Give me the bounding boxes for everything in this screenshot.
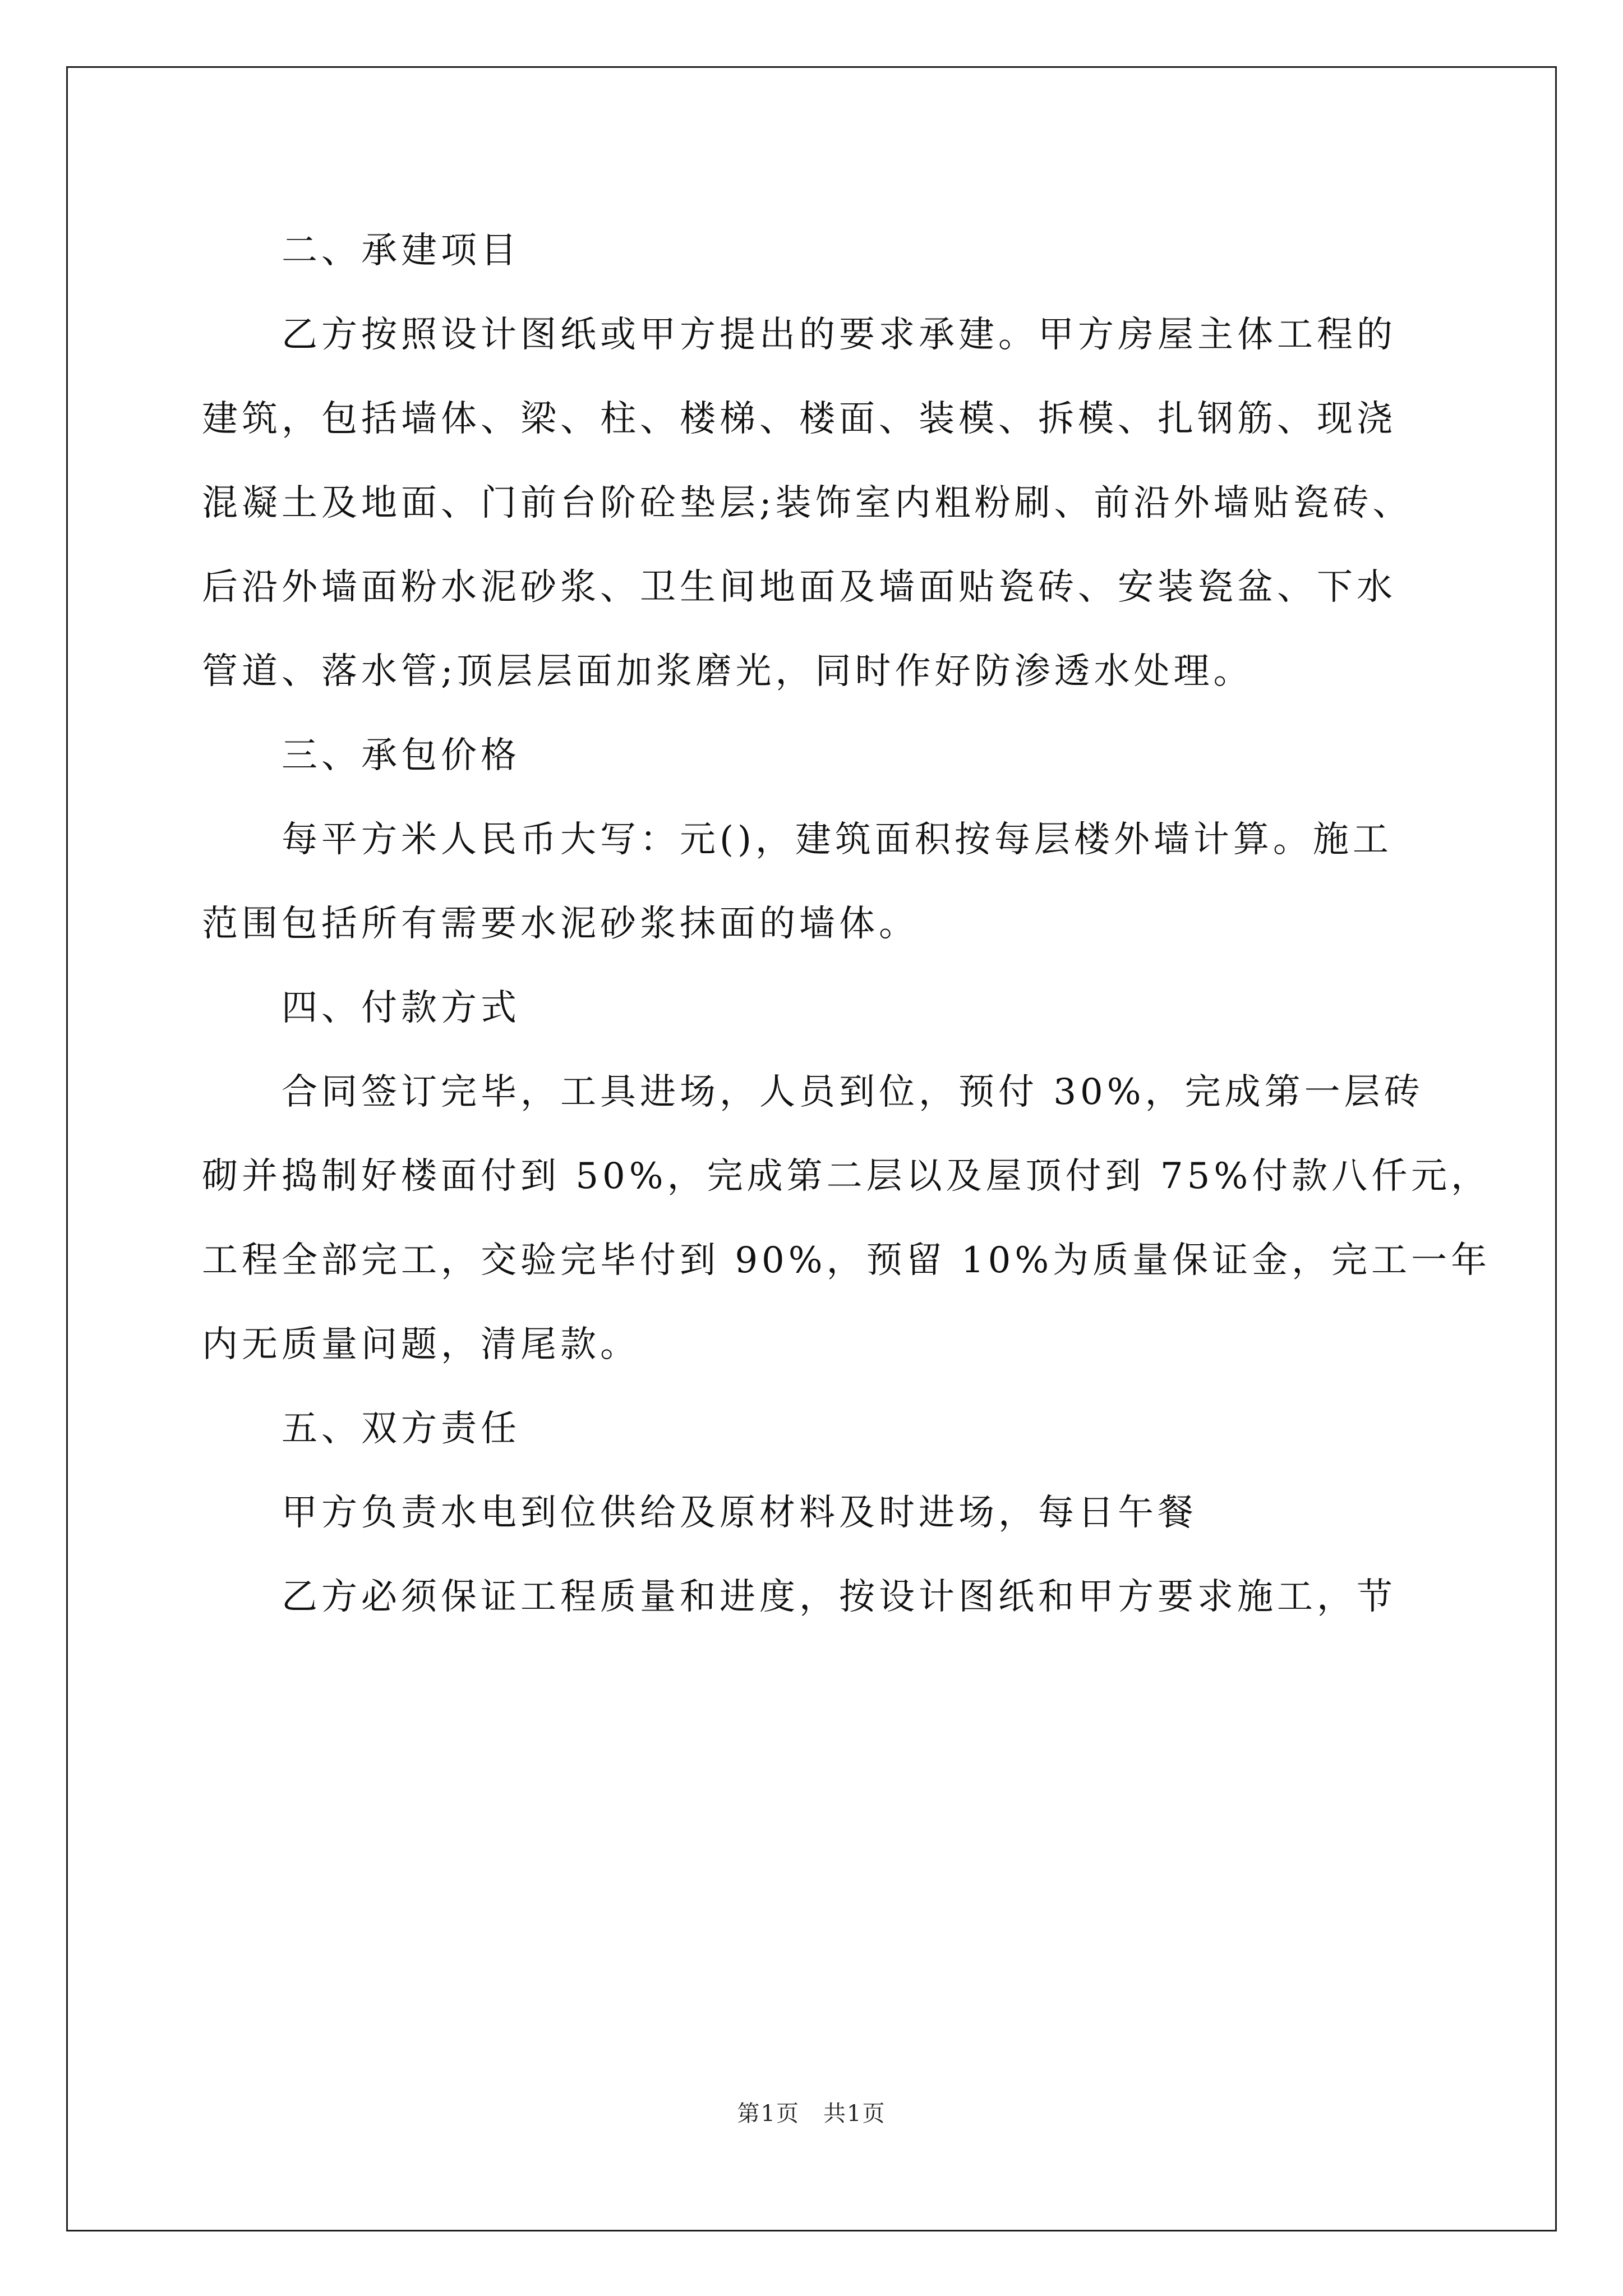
paragraph-line: 后沿外墙面粉水泥砂浆、卫生间地面及墙面贴瓷砖、安装瓷盆、下水	[202, 567, 1396, 608]
paragraph-line: 乙方按照设计图纸或甲方提出的要求承建。甲方房屋主体工程的	[282, 314, 1396, 356]
section-heading-price: 三、承包价格	[282, 735, 520, 776]
paragraph-line: 合同签订完毕，工具进场，人员到位，预付 30%，完成第一层砖	[282, 1071, 1424, 1113]
paragraph-line: 砌并捣制好楼面付到 50%，完成第二层以及屋顶付到 75%付款八仟元，	[202, 1156, 1491, 1197]
paragraph-line: 工程全部完工，交验完毕付到 90%，预留 10%为质量保证金，完工一年	[202, 1240, 1491, 1281]
section-heading-payment: 四、付款方式	[282, 987, 520, 1029]
page-footer: 第1页 共1页	[737, 2101, 886, 2127]
paragraph-line: 混凝土及地面、门前台阶砼垫层;装饰室内粗粉刷、前沿外墙贴瓷砖、	[202, 482, 1413, 524]
section-heading-responsibilities: 五、双方责任	[282, 1408, 520, 1450]
document-body	[202, 209, 1491, 1639]
section-heading-project: 二、承建项目	[282, 230, 520, 272]
paragraph-line: 建筑，包括墙体、梁、柱、楼梯、楼面、装模、拆模、扎钢筋、现浇	[202, 398, 1396, 440]
paragraph-line: 范围包括所有需要水泥砂浆抹面的墙体。	[202, 903, 919, 945]
paragraph-line: 每平方米人民币大写：元()，建筑面积按每层楼外墙计算。施工	[282, 819, 1393, 861]
paragraph-line: 管道、落水管;顶层层面加浆磨光，同时作好防渗透水处理。	[202, 651, 1253, 692]
paragraph-line: 内无质量问题，清尾款。	[202, 1324, 640, 1365]
paragraph-line: 乙方必须保证工程质量和进度，按设计图纸和甲方要求施工，节	[282, 1576, 1396, 1618]
paragraph-line: 甲方负责水电到位供给及原材料及时进场，每日午餐	[282, 1492, 1197, 1534]
